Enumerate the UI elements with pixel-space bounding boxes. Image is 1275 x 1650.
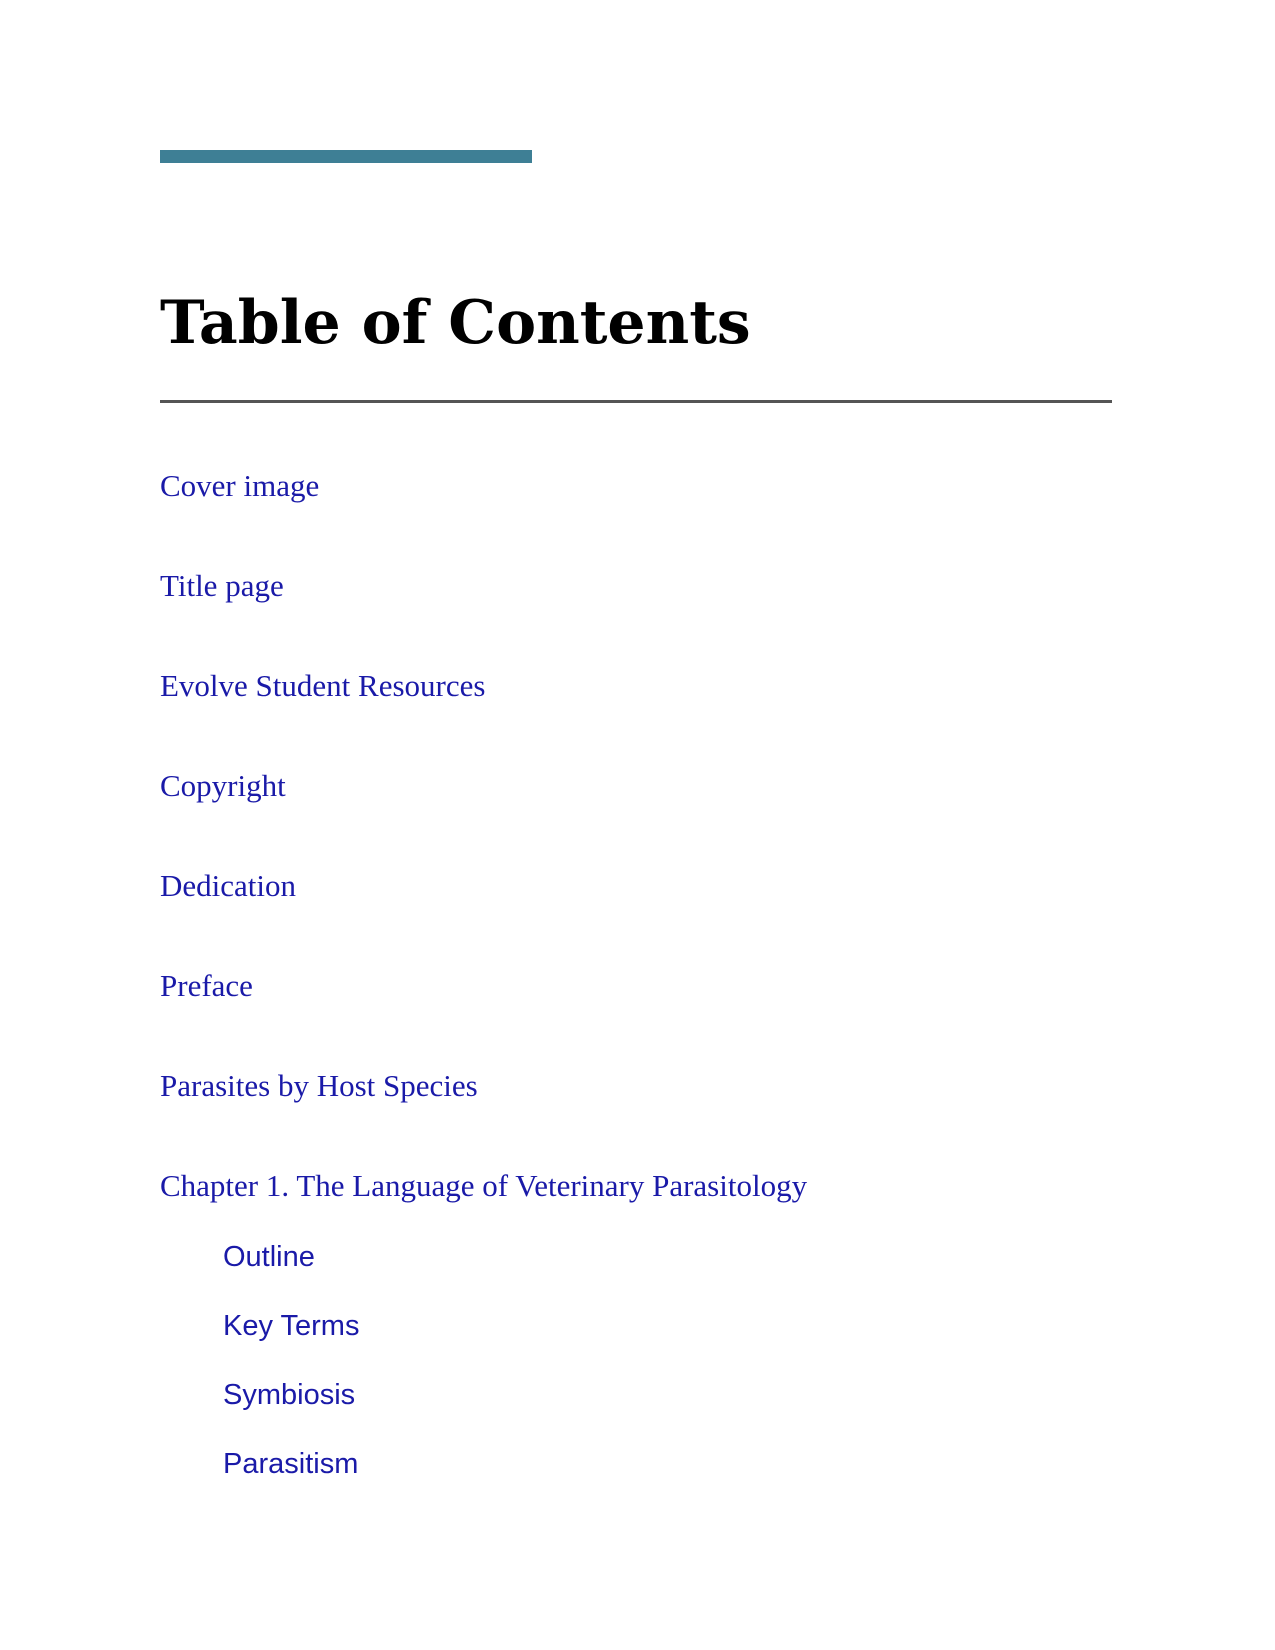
toc-link-dedication[interactable]: Dedication — [160, 868, 297, 903]
toc-sublink-key-terms[interactable]: Key Terms — [223, 1310, 360, 1342]
title-divider — [160, 400, 1112, 403]
toc-link-parasites-by-host-species[interactable]: Parasites by Host Species — [160, 1068, 478, 1103]
toc-link-title-page[interactable]: Title page — [160, 568, 284, 603]
toc-link-preface[interactable]: Preface — [160, 968, 253, 1003]
page-title: Table of Contents — [160, 288, 751, 358]
toc-link-copyright[interactable]: Copyright — [160, 768, 286, 803]
toc-link-chapter-1[interactable]: Chapter 1. The Language of Veterinary Parasitology — [160, 1168, 808, 1203]
toc-sublink-symbiosis[interactable]: Symbiosis — [223, 1379, 356, 1411]
toc-link-evolve-student-resources[interactable]: Evolve Student Resources — [160, 668, 486, 703]
toc-sublink-outline[interactable]: Outline — [223, 1241, 315, 1273]
toc-sublink-parasitism[interactable]: Parasitism — [223, 1448, 359, 1480]
toc-link-cover-image[interactable]: Cover image — [160, 468, 320, 503]
accent-bar — [160, 150, 532, 163]
